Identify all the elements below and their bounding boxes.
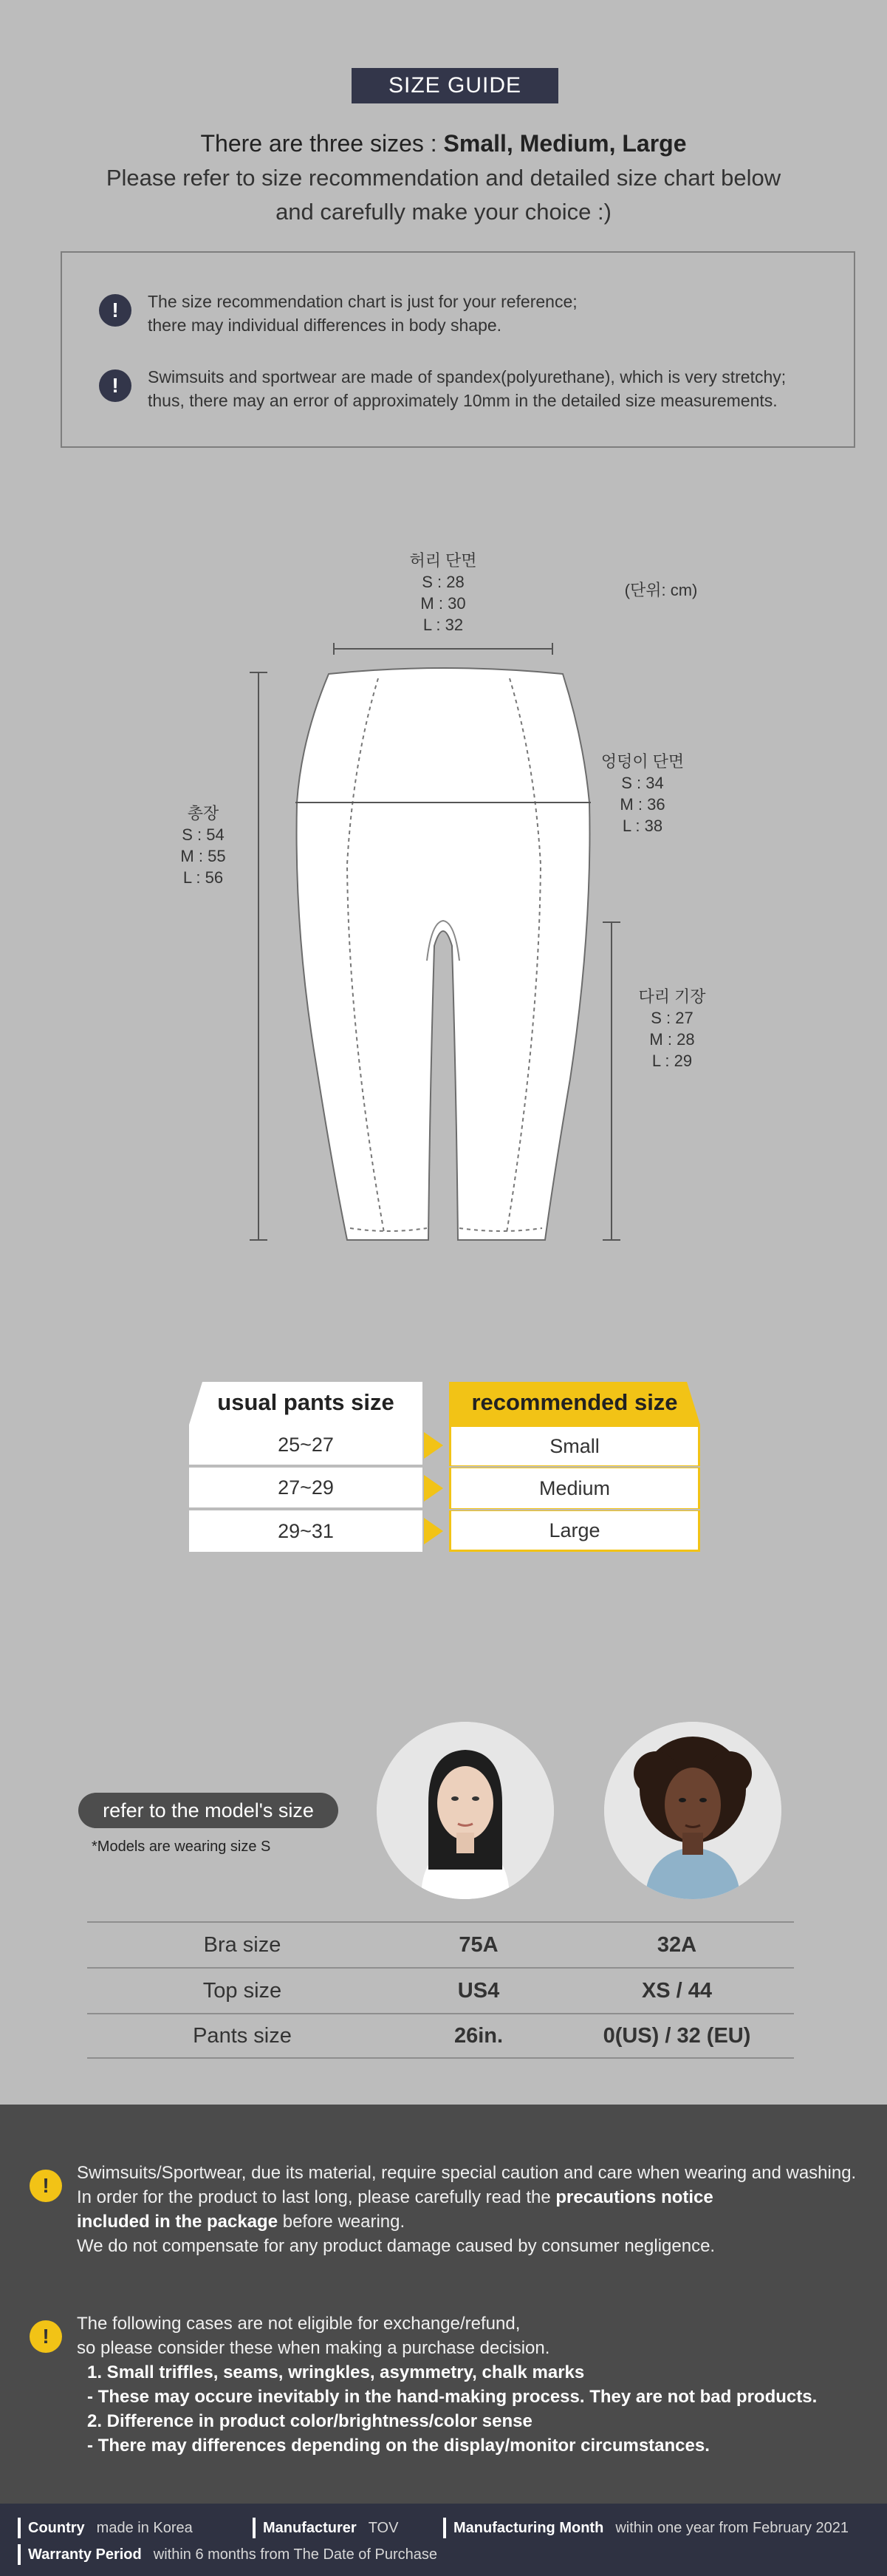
model-size-row <box>87 2013 794 2059</box>
recommended-size-header: recommended size <box>471 1389 678 1415</box>
intro-description <box>0 161 887 229</box>
recommended-size-cell: Medium <box>449 1468 700 1509</box>
intro-line-3: and carefully make your choice :) <box>275 199 612 225</box>
footer-key: Manufacturing Month <box>453 2519 604 2536</box>
footer-month <box>443 2517 849 2539</box>
exclamation-icon: ! <box>30 2170 62 2202</box>
hip-title: 엉덩이 단면 <box>600 752 685 771</box>
usual-size-cell: 29~31 <box>189 1510 422 1552</box>
model-2-size: 0(US) / 32 (EU) <box>603 2023 751 2048</box>
model-size-row <box>87 1921 794 1967</box>
model-avatar-1 <box>377 1722 554 1899</box>
model-size-note: *Models are wearing size S <box>92 1839 271 1855</box>
model-1-size: 26in. <box>453 2023 504 2048</box>
waist-measure-line <box>334 643 552 655</box>
waist-medium: M : 30 <box>420 594 466 613</box>
total-small: S : 54 <box>182 825 225 844</box>
footer-key: Warranty Period <box>28 2546 142 2563</box>
total-title: 총장 <box>187 804 219 822</box>
exclamation-icon: ! <box>99 369 131 402</box>
footer-value: made in Korea <box>96 2519 193 2536</box>
arrow-right-icon <box>424 1518 443 1544</box>
notice-text: The size recommendation chart is just for your reference; <box>148 292 578 311</box>
unit-label: (단위: cm) <box>624 581 698 599</box>
care-text: The following cases are not eligible for exchange/refund, <box>77 2314 521 2334</box>
care-text-bold: precautions notice <box>555 2187 713 2207</box>
footer-key: Country <box>28 2519 85 2536</box>
model-size-row <box>87 1967 794 2013</box>
waist-title: 허리 단면 <box>409 551 477 570</box>
pants-outline <box>297 668 590 1240</box>
notice-box <box>61 251 855 448</box>
care-notice-1 <box>30 2161 856 2258</box>
notice-text: Swimsuits and sportwear are made of spandex(polyurethane), which is very stretchy; <box>148 367 787 386</box>
intro-size-names: Small, Medium, Large <box>443 130 687 157</box>
usual-size-cell: 25~27 <box>189 1425 422 1466</box>
leg-medium: M : 28 <box>649 1030 695 1049</box>
care-text: In order for the product to last long, please carefully read the <box>77 2187 556 2207</box>
care-text: so please consider these when making a purchase decision. <box>77 2338 550 2358</box>
total-length-label <box>162 803 244 888</box>
size-guide-badge: SIZE GUIDE <box>352 68 558 103</box>
notice-item <box>99 365 786 412</box>
hip-large: L : 38 <box>622 817 663 835</box>
notice-text: there may individual differences in body shape. <box>148 316 502 335</box>
intro-prefix: There are three sizes : <box>200 130 444 157</box>
model-1-size: 75A <box>459 1932 499 1957</box>
leg-length-label <box>628 986 716 1071</box>
notice-item <box>99 290 578 337</box>
hip-medium: M : 36 <box>620 795 665 814</box>
care-text-bold: 2. Difference in product color/brightness/color sense <box>87 2411 532 2431</box>
model-2-size: XS / 44 <box>641 1978 713 2003</box>
total-length-line <box>250 672 267 1240</box>
model-2-size: 32A <box>657 1932 697 1957</box>
footer-country <box>18 2517 193 2539</box>
hip-label <box>591 751 694 836</box>
notice-text: thus, there may an error of approximately 10mm in the detailed size measurements. <box>148 391 778 410</box>
footer-manufacturer <box>253 2517 398 2539</box>
arrow-right-icon <box>424 1432 443 1459</box>
care-text: Swimsuits/Sportwear, due its material, require special caution and care when wearing and washing. <box>77 2163 857 2183</box>
model-1-size: US4 <box>457 1978 500 2003</box>
waist-large: L : 32 <box>422 616 464 634</box>
care-text-bold: included in the package <box>77 2212 278 2232</box>
care-notice-2 <box>30 2311 817 2458</box>
model-photo-1 <box>377 1722 554 1899</box>
recommended-size-cell: Small <box>449 1425 700 1466</box>
model-size-label: Bra size <box>203 1932 281 1957</box>
footer-value: within one year from February 2021 <box>615 2519 849 2536</box>
exclamation-icon: ! <box>30 2320 62 2353</box>
footer-warranty <box>18 2543 437 2566</box>
total-medium: M : 55 <box>180 847 226 865</box>
intro-sizes-line <box>0 130 887 157</box>
usual-size-header: usual pants size <box>217 1389 394 1415</box>
footer-key: Manufacturer <box>263 2519 357 2536</box>
model-size-label: Pants size <box>193 2023 292 2048</box>
footer-value: TOV <box>368 2519 399 2536</box>
model-size-label: Top size <box>202 1978 282 2003</box>
care-text-bold: 1. Small triffles, seams, wringkles, asymmetry, chalk marks <box>87 2362 585 2382</box>
hip-small: S : 34 <box>621 774 664 792</box>
exclamation-icon: ! <box>99 294 131 327</box>
care-text: before wearing. <box>278 2212 405 2232</box>
waist-label <box>391 550 495 636</box>
leg-title: 다리 기장 <box>638 987 706 1006</box>
product-info-footer <box>0 2504 887 2576</box>
care-text-bold: - There may differences depending on the display/monitor circumstances. <box>87 2436 710 2456</box>
intro-line-2: Please refer to size recommendation and detailed size chart below <box>106 165 781 191</box>
leg-large: L : 29 <box>651 1052 693 1070</box>
model-avatar-2 <box>604 1722 781 1899</box>
recommended-size-cell: Large <box>449 1510 700 1552</box>
waist-small: S : 28 <box>422 573 465 591</box>
care-notice-section <box>0 2105 887 2504</box>
leg-length-line <box>603 922 620 1240</box>
model-photo-2 <box>604 1722 781 1899</box>
footer-value: within 6 months from The Date of Purchase <box>153 2546 438 2563</box>
arrow-right-icon <box>424 1475 443 1502</box>
model-size-pill: refer to the model's size <box>78 1793 338 1828</box>
leg-small: S : 27 <box>651 1009 693 1027</box>
usual-size-cell: 27~29 <box>189 1468 422 1509</box>
total-large: L : 56 <box>182 868 224 887</box>
care-text-bold: - These may occure inevitably in the hand-making process. They are not bad products. <box>87 2387 818 2407</box>
care-text: We do not compensate for any product damage caused by consumer negligence. <box>77 2236 716 2256</box>
